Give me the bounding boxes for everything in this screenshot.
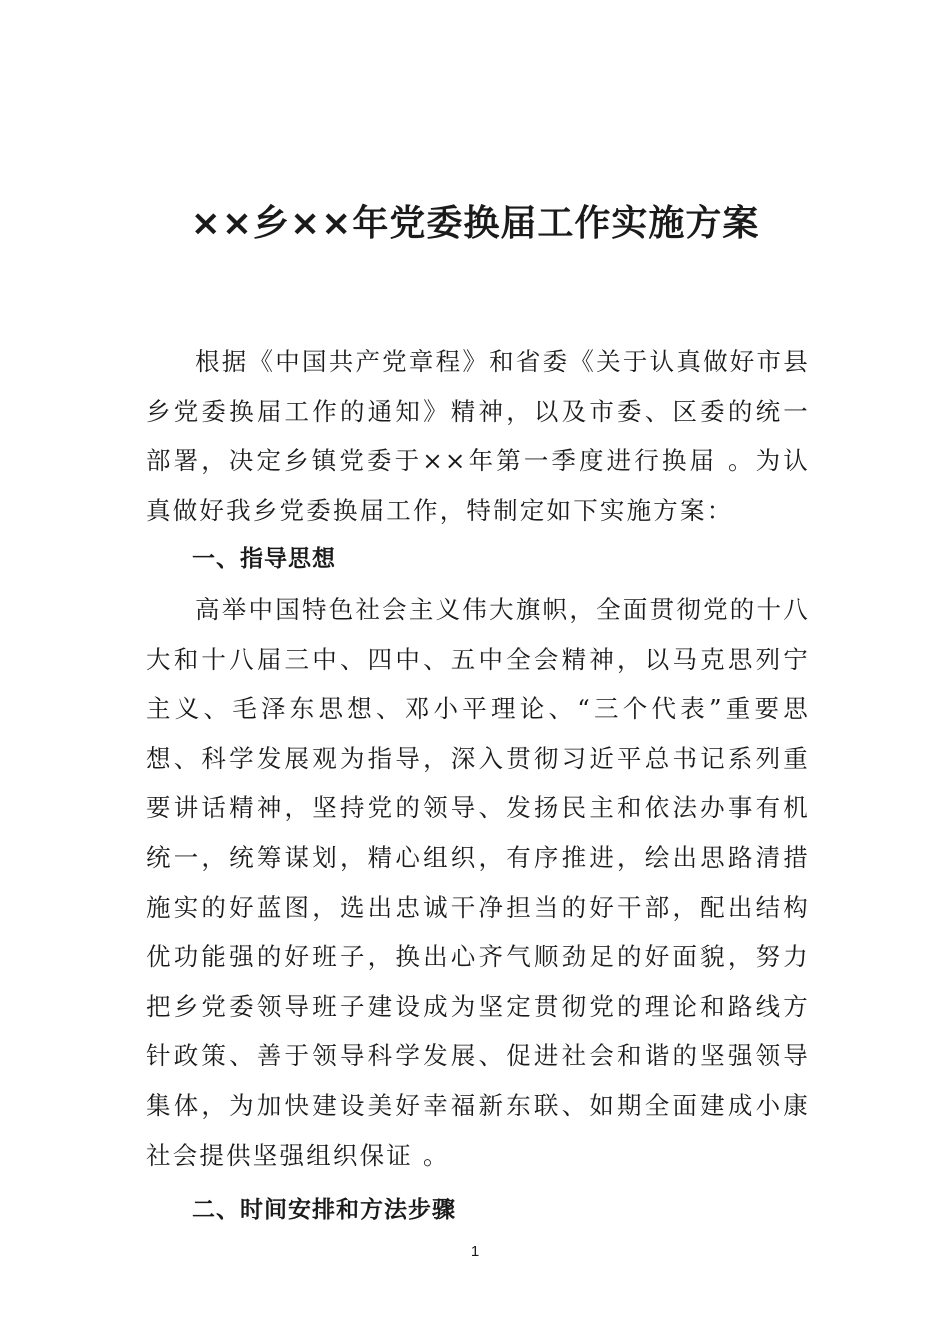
guiding-ideology-paragraph: 高举中国特色社会主义伟大旗帜，全面贯彻党的十八大和十八届三中、四中、五中全会精神，以马克思列宁主义、毛泽东思想、邓小平理论、“三个代表”重要思想、科学发展观为指导，深入贯彻习近平总书记系列重要讲话精神，坚持党的领导、发扬民主和依法办事有机统一，统筹谋划，精心组织，有序推进，绘出思路清措施实的好蓝图，选出忠诚干净担当的好干部，配出结构优功能强的好班子，换出心齐气顺劲足的好面貌，努力把乡党委领导班子建设成为坚定贯彻党的理论和路线方针政策、善于领导科学发展、促进社会和谐的坚强领导集体，为加快建设美好幸福新东联、如期全面建成小康社会提供坚强组织保证 。 xyxy=(146,594,810,1170)
section-heading-guiding-ideology: 一、指导思想 xyxy=(192,546,336,573)
page-number: 1 xyxy=(470,1243,480,1260)
document-title: ××乡××年党委换届工作实施方案 xyxy=(190,203,760,244)
document-body xyxy=(146,337,810,1236)
intro-paragraph: 根据《中国共产党章程》和省委《关于认真做好市县乡党委换届工作的通知》精神，以及市委、区委的统一部署，决定乡镇党委于××年第一季度进行换届 。为认真做好我乡党委换届工作，特制定如下实施方案： xyxy=(146,347,810,525)
section-heading-schedule: 二、时间安排和方法步骤 xyxy=(192,1197,456,1224)
